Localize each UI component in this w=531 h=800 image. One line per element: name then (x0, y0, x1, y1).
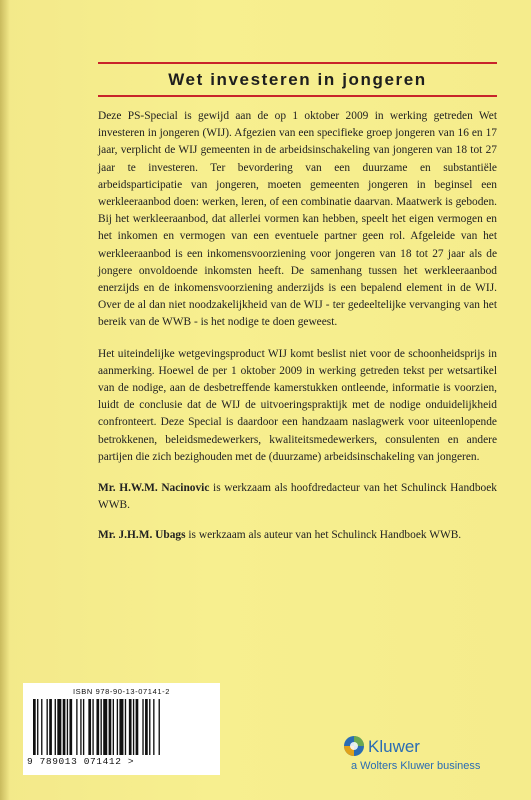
publisher-name: Kluwer (368, 737, 420, 756)
blurb-text (98, 108, 497, 558)
barcode-label (23, 683, 220, 775)
cover-title: Wet investeren in jongeren (168, 70, 427, 89)
barcode-graphic (31, 699, 212, 755)
publisher-tagline: a Wolters Kluwer business (351, 760, 481, 772)
title-rule-top (98, 62, 497, 64)
author-name-1: Mr. H.W.M. Nacinovic (98, 482, 210, 495)
author-role-1: is werkzaam als hoofdredacteur van het Schulinck Handboek WWB. (98, 482, 497, 512)
author-bio-2 (98, 527, 497, 544)
author-role-2: is werkzaam als auteur van het Schulinck Handboek WWB. (185, 529, 462, 542)
isbn-text: ISBN 978-90-13-07141-2 (72, 687, 170, 696)
blurb-paragraph-1: Deze PS-Special is gewijd aan de op 1 oktober 2009 in werking getreden Wet investeren in jongeren (WIJ). Afgezien van een specifieke groep jongeren van 16 en 17 jaar, verplicht de WIJ gemeenten in de arbeidsinschakeling van jongeren van 18 tot 27 jaar te investeren. Ter bevordering van een duurzame en substantiële arbeidsparticipatie van jongeren, moeten gemeenten jongeren in beginsel een werkleeraanbod doen: werken, leren, of een combinatie daarvan. Maatwerk is geboden. Bij het werkleeraanbod, dat allerlei vormen kan hebben, speelt het eigen vermogen en het inkomen en vermogen van een eventuele partner geen rol. Afgeleide van het werkleeraanbod is een inkomensvoorziening voor jongeren van 18 tot 27 jaar als de jongere onvoldoende inkomsten heeft. De samenhang tussen het werkleeraanbod enerzijds en de inkomensvoorziening anderzijds is een bepalend element in de WIJ. Over de al dan niet noodzakelijkheid van de WIJ - ter gedeeltelijke vervanging van het bereik van de WWB - is het nodige te doen geweest. (98, 110, 497, 329)
spine-shadow (0, 0, 10, 800)
author-name-2: Mr. J.H.M. Ubags (98, 529, 186, 542)
barcode-digits: 9 789013 071412 > (27, 756, 135, 767)
author-bio-1 (98, 480, 497, 514)
publisher-logo (343, 735, 513, 780)
title-rule-bottom (98, 95, 497, 97)
globe-logo-icon (343, 735, 365, 757)
blurb-paragraph-2: Het uiteindelijke wetgevingsproduct WIJ komt beslist niet voor de schoonheidsprijs in aanmerking. Hoewel de per 1 oktober 2009 in werking getreden tekst per wetsartikel van de nodige, aan de desbetreffende kamerstukken ontleende, informatie is voorzien, luidt de conclusie dat de WIJ de uitvoeringspraktijk met de nodige onduidelijkheid confronteert. Deze Special is daardoor een handzaam naslagwerk voor uiteenlopende betrokkenen, beleidsmedewerkers, kwaliteitsmedewerkers, consulenten en andere partijen die zich bezighouden met de (duurzame) arbeidsinschakeling van jongeren. (98, 347, 497, 463)
